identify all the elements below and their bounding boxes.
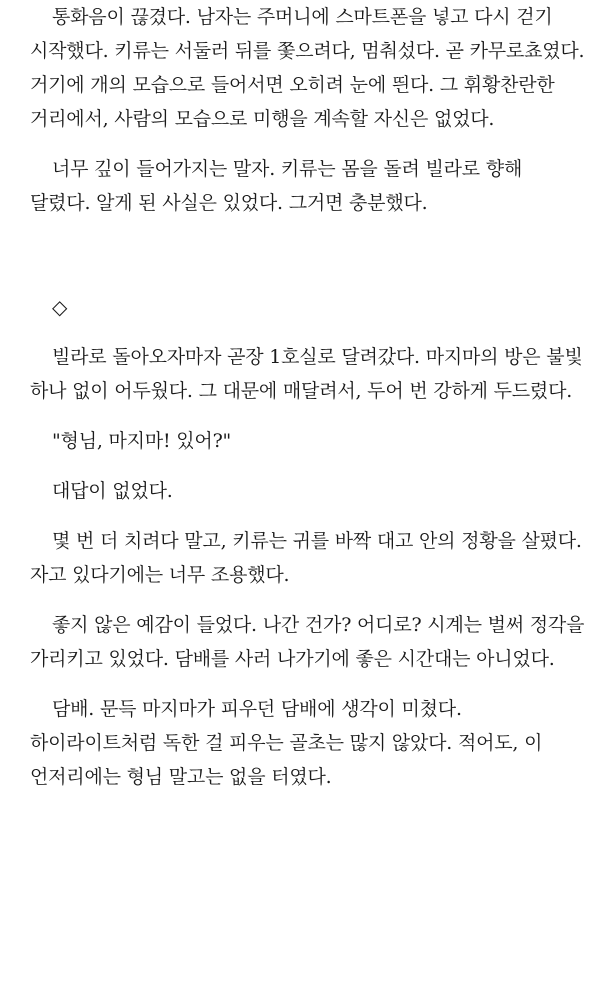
paragraph: 통화음이 끊겼다. 남자는 주머니에 스마트폰을 넣고 다시 걷기 시작했다. 키류는 서둘러 뒤를 쫓으려다, 멈춰섰다. 곧 카무로쵸였다. 거기에 개의 모습으로 들어서면 오히려 눈에 띈다. 그 휘황찬란한 거리에서, 사람의 모습으로 미행을 계속할 자신은 없었다. [30,6,585,130]
paragraph: 너무 깊이 들어가지는 말자. 키류는 몸을 돌려 빌라로 향해 달렸다. 알게 된 사실은 있었다. 그거면 충분했다. [30,158,523,214]
paragraph: 좋지 않은 예감이 들었다. 나간 건가? 어디로? 시계는 벌써 정각을 가리키고 있었다. 담배를 사러 나가기에 좋은 시간대는 아니었다. [30,614,585,670]
scene-break-diamond-icon: ◇ [52,295,68,319]
paragraph: 빌라로 돌아오자마자 곧장 1호실로 달려갔다. 마지마의 방은 불빛 하나 없이 어두웠다. 그 대문에 매달려서, 두어 번 강하게 두드렸다. [30,346,583,402]
paragraph: 담배. 문득 마지마가 피우던 담배에 생각이 미쳤다. 하이라이트처럼 독한 걸 피우는 골초는 많지 않았다. 적어도, 이 언저리에는 형님 말고는 없을 터였다. [30,698,543,788]
paragraph: 대답이 없었다. [52,480,173,502]
paragraph: 몇 번 더 치려다 말고, 키류는 귀를 바짝 대고 안의 정황을 살폈다. 자고 있다기에는 너무 조용했다. [30,530,582,586]
paragraph: "형님, 마지마! 있어?" [52,430,232,452]
